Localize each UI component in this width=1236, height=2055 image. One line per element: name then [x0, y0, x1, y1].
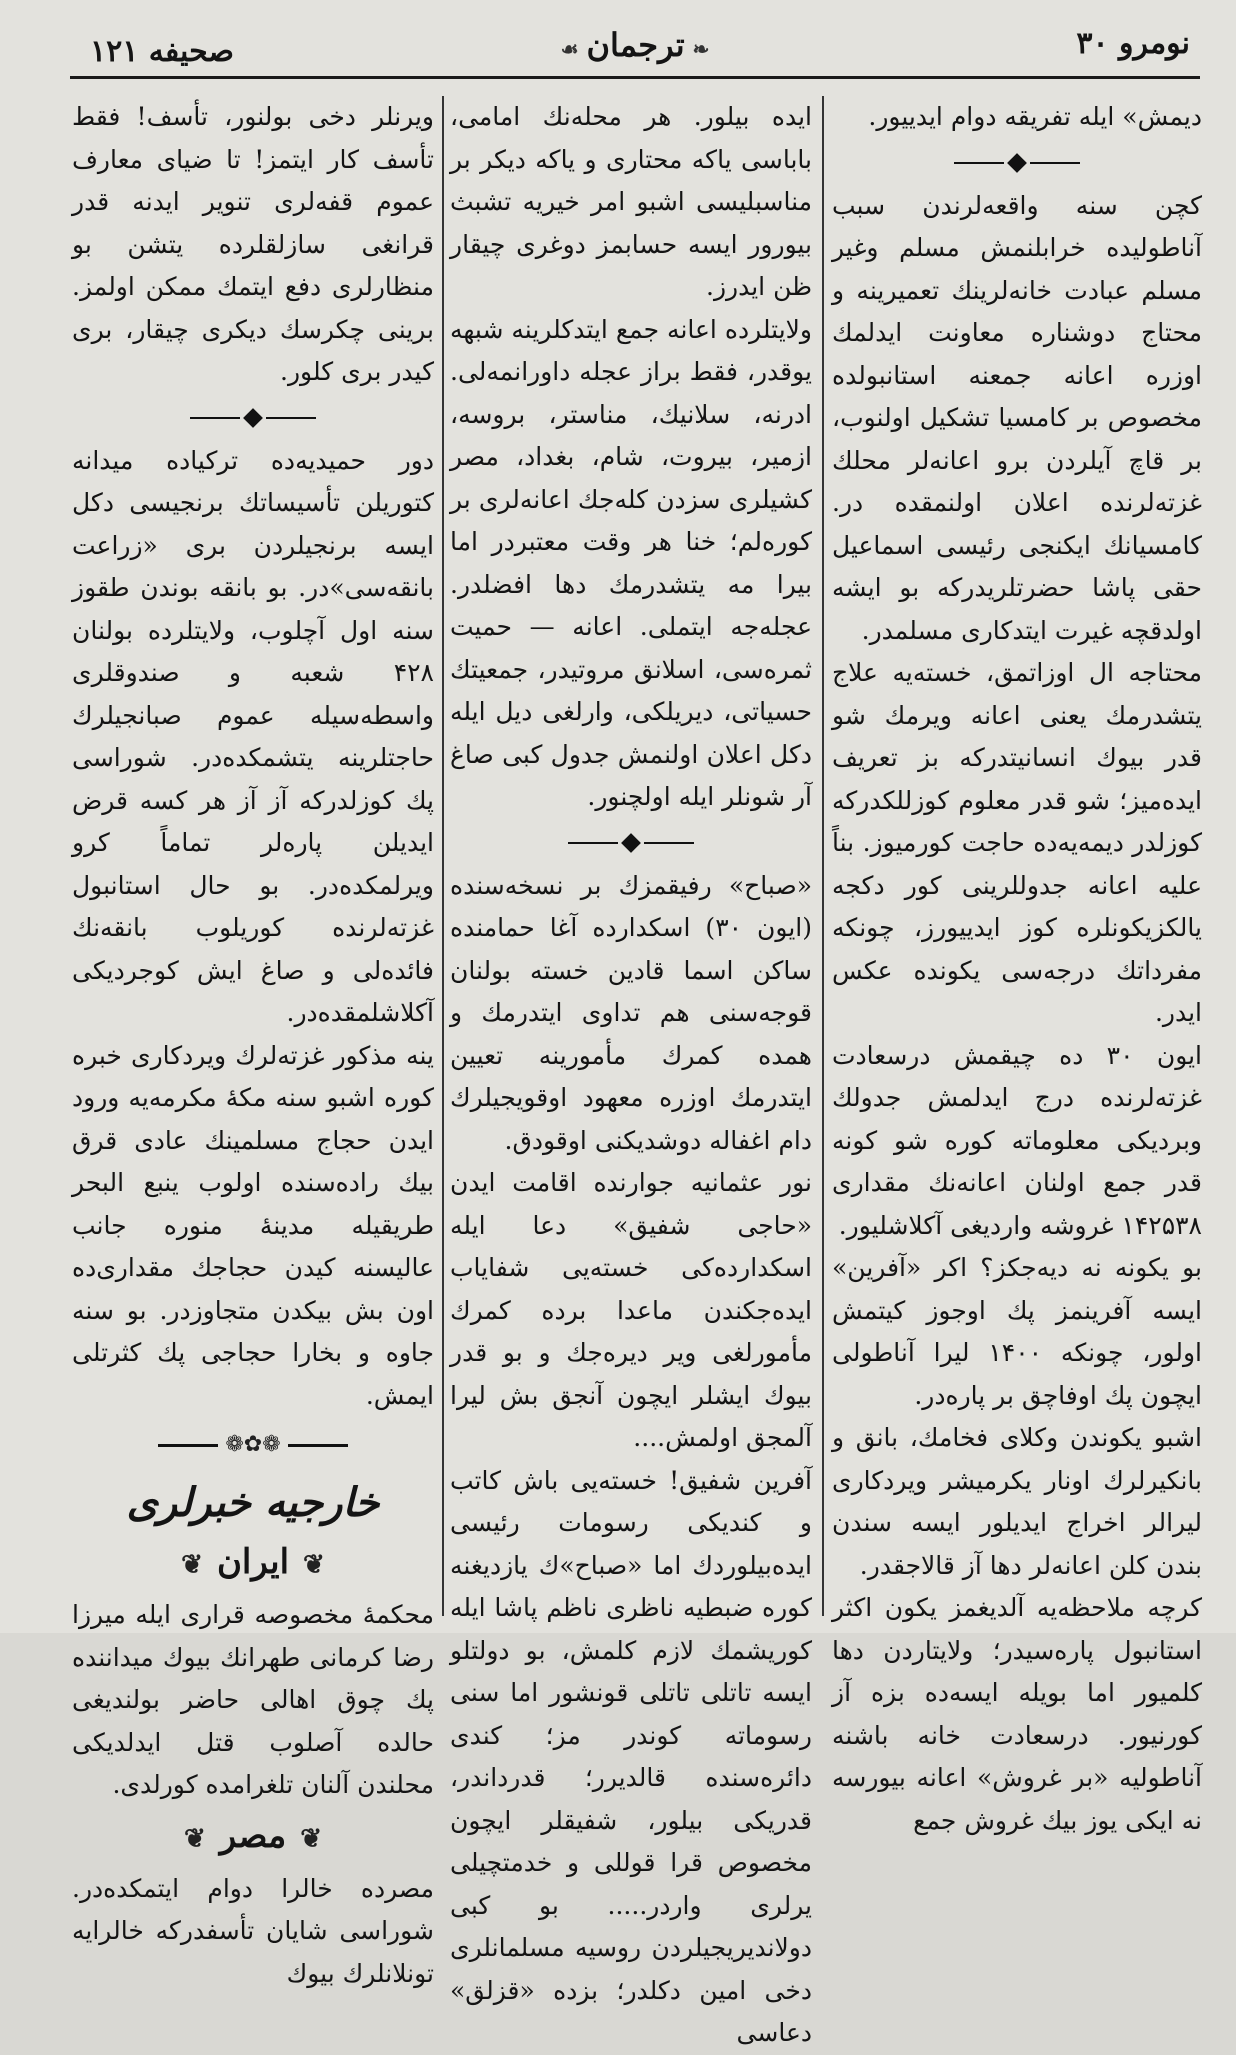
ornamental-rule — [72, 1417, 434, 1473]
paragraph: مصرده خالرا دوام ایتمکده‌در. شوراسی شایان تأسفدرکه خالرایه تونلانلرك بیوك — [72, 1873, 434, 1988]
paragraph: «صباح» رفیقمزك بر نسخه‌سنده (ایون ۳۰) اسکدارده آغا حمامنده ساکن اسما قادین خسته بولنان قوجه‌سنی هم تداوی ایتدرمك و همده کمرك مأمورینه تعیین ایتدرمك اوزره معهود اوقویجیلرك دام اغفاله دوشدیکنی اوقودق. — [450, 870, 812, 1155]
paragraph: بو یکونه نه دیه‌جکز؟ اکر «آفرین» ایسه آفرینمز پك اوجوز کیتمش اولور، چونکه ۱۴۰۰ لیرا آناطولی ایچون پك اوفاچق بر پاره‌در. — [832, 1253, 1202, 1410]
masthead-title — [70, 26, 1200, 64]
flourish-icon: ❧ — [692, 37, 710, 61]
flourish-icon: ☙ — [560, 37, 579, 61]
column-left — [72, 96, 434, 1988]
subheading-iran: ❦ایران❦ — [181, 1542, 325, 1582]
paragraph: ایون ۳۰ ده چیقمش درسعادت غزته‌لرنده درج ایدلمش جدولك وبردیکی معلوماته کوره شو کونه قدر جمع اولنان اعانه‌نك مقداری ۱۴۲۵۳۸ غروشه واردیغی آکلاشلیور. — [832, 1040, 1203, 1240]
paragraph: ایده بیلور. هر محله‌نك امامی، باباسی یاکه محتاری و یاکه دیکر بر مناسبلیسی اشبو امر خیریه تشبث بیورور ایسه حسابمز دوغری چیقار ظن ایدرز. — [450, 102, 812, 301]
header-rule — [70, 76, 1200, 79]
masthead — [70, 18, 1200, 78]
paragraph: دیمش» ایله تفریقه دوام ایدییور. — [868, 102, 1202, 131]
paragraph: اشبو یکوندن وکلای فخامك، بانق و بانکیرلرك اونار یکرمیشر ویردکاری لیرالر اخراج ایدیلور ایسه سندن بندن کلن اعانه‌لر دها آز قالاجقدر. — [832, 1423, 1202, 1580]
subheading-misr: ❦مصر❦ — [183, 1815, 323, 1856]
paragraph: دور حمیدیه‌ده ترکیاده میدانه کتوریلن تأسیساتك برنجیسی دکل ایسه برنجیلردن بری «زراعت بانقه‌سی»در. بو بانقه بوندن طقوز سنه اول آچلوب، ولایتلرده بولنان ۴۲۸ شعبه و صندوقلری واسطه‌سیله عموم صبانجیلرك حاجتلرینه یتشمکده‌در. شوراسی پك کوزلدرکه آز آز هر کسه قرض ایدیلن پاره‌لر تماماً کرو ویرلمکده‌در. بو حال استانبول غزته‌لرنده کوریلوب بانقه‌نك فائده‌لی و صاغ ایش کوجردیکی آکلاشلمقده‌در. — [72, 445, 434, 1027]
paragraph: ینه مذکور غزته‌لرك ویردکاری خبره کوره اشبو سنه مکهٔ مکرمه‌یه ورود ایدن حجاج مسلمینك عادی قرق بیك راده‌سنده اولوب ینبع البحر طریقیله مدینهٔ منوره جانب عالیسنه کیدن حجاجك مقداری‌ده اون بش بیکدن متجاوزدر. بو سنه جاوه و بخارا حجاجی پك کثرتلی ایمش. — [72, 1040, 434, 1410]
issue-number: نومرو ۳۰ — [1076, 26, 1190, 61]
paragraph: محکمهٔ مخصوصه قراری ایله میرزا رضا کرمانی طهرانك بیوك میداننده پك چوق اهالی حاضر بولندیغی حالده آصلوب قتل ایدلدیکی محلندن آلنان تلغرامده کورلدی. — [72, 1600, 434, 1799]
newspaper-title: ترجمان — [586, 26, 685, 64]
separator — [832, 139, 1202, 185]
column-divider — [822, 96, 824, 1616]
paragraph: آفرین شفیق! خسته‌یی باش کاتب و کندیکی رسومات رئیسی ایده‌بیلوردك اما «صباح»ك یازدیغنه کوره ضبطیه ناظری ناظم پاشا ایله کوریشمك لازم کلمش، بو دولتلو ایسه تاتلی تاتلی قونشور اما سنی رسوماته کوندر مز؛ کندی دائره‌سنده قالدیرر؛ قدرداندر، قدریکی بیلور، شفیقلر ایچون مخصوص قرا قوللی و خدمتچیلی یرلری واردر..... بو کبی دولاندیریجیلردن روسیه مسلمانلری دخی امین دکلدر؛ بزده «قزلق» دعاسی — [450, 1465, 812, 2047]
flourish-icon: ❦ — [300, 1823, 323, 1854]
rosette-ornament-icon: ❁✿❁ — [225, 1432, 281, 1457]
diamond-icon — [1007, 153, 1027, 173]
separator — [450, 819, 812, 865]
flourish-icon: ❦ — [183, 1823, 206, 1854]
column-divider — [442, 96, 444, 1616]
column-middle — [450, 96, 812, 2047]
page-number: صحیفه ۱۲۱ — [90, 34, 234, 69]
paragraph: نور عثمانیه جوارنده اقامت ایدن «حاجی شفیق» دعا ایله اسکدارده‌کی خسته‌یی شفایاب ایده‌جکندن ماعدا برده کمرك مأمورلغی ویر دیره‌جك و بو قدر بیوك ایشلر ایچون آنجق بش لیرا آلمجق اولمش.... — [450, 1168, 812, 1452]
diamond-icon — [243, 408, 263, 428]
diamond-icon — [621, 833, 641, 853]
paragraph: محتاجه ال اوزاتمق، خسته‌یه علاج یتشدرمك یعنی اعانه ویرمك شو قدر بیوك انسانیتدرکه بز تعریف ایده‌میز؛ شو قدر معلوم کوزللکدرکه کوزلدر دیمه‌یه‌ده حاجت کورمیوز. بناً علیه اعانه جدوللرینی کور دکجه یالکزیکونلره کوز ایدییورز، چونکه مفرداتك درجه‌سی یکونده عکس ایدر. — [832, 658, 1202, 1027]
flourish-icon: ❦ — [303, 1550, 325, 1580]
flourish-icon: ❦ — [181, 1550, 203, 1580]
paragraph: کچن سنه واقعه‌لرندن سبب آناطولیده خرابلنمش مسلم وغیر مسلم عبادت خانه‌لرینك تعمیرینه و محتاج دوشناره معاونت ایدلمك اوزره اعانه جمعنه استانبولده مخصوص بر کامسیا تشکیل اولنوب، بر قاچ آیلردن برو اعانه‌لر محلك غزته‌لرنده اعلان اولنمقده در. کامسیانك ایکنجی رئیسی اسماعیل حقی پاشا حضرتلریدرکه بو ایشه اولدقچه غیرت ایتدکاری مسلمدر. — [832, 190, 1202, 645]
paragraph: ولایتلرده اعانه جمع ایتدکلرینه شبهه یوقدر، فقط براز عجله داورانمه‌لی. ادرنه، سلانیك، مناستر، بروسه، ازمیر، بیروت، شام، بغداد، مصر کشیلری سزدن کله‌جك اعانه‌لری بر کوره‌لم؛ خنا هر وقت معتبردر اما بیرا مه یتشدرمك دها افضلدر. عجله‌جه ایتملی. اعانه — حمیت ثمره‌سی، اسلانق مروتیدر، جمعیتك حسیاتی، دیریلکی، وارلغی دیل ایله دکل اعلان اولنمش جدول کبی صاغ آر شونلر ایله اولچنور. — [450, 314, 812, 811]
section-title: خارجیه خبرلری — [126, 1479, 380, 1526]
separator — [72, 394, 434, 440]
paragraph: ویرنلر دخی بولنور، تأسف! فقط تأسف کار ایتمز! تا ضیای معارف عموم قفه‌لری تنویر ایدنه قدر قرانغی سازلقلرده یتشن بو منظارلری دفع ایتمك ممکن اولمز. برینی چکرسك دیکری چیقار، بری کیدر بری کلور. — [72, 102, 434, 386]
paragraph: کرچه ملاحظه‌یه آلدیغمز یکون اکثر استانبول پاره‌سیدر؛ ولایتاردن دها کلمیور اما بویله ایسه‌ده بزه آز کورنیور. درسعادت خانه باشنه آناطولیه «بر غروش» اعانه بیورسه نه ایکی یوز بیك غروش جمع — [832, 1593, 1202, 1835]
column-right — [832, 96, 1203, 1835]
